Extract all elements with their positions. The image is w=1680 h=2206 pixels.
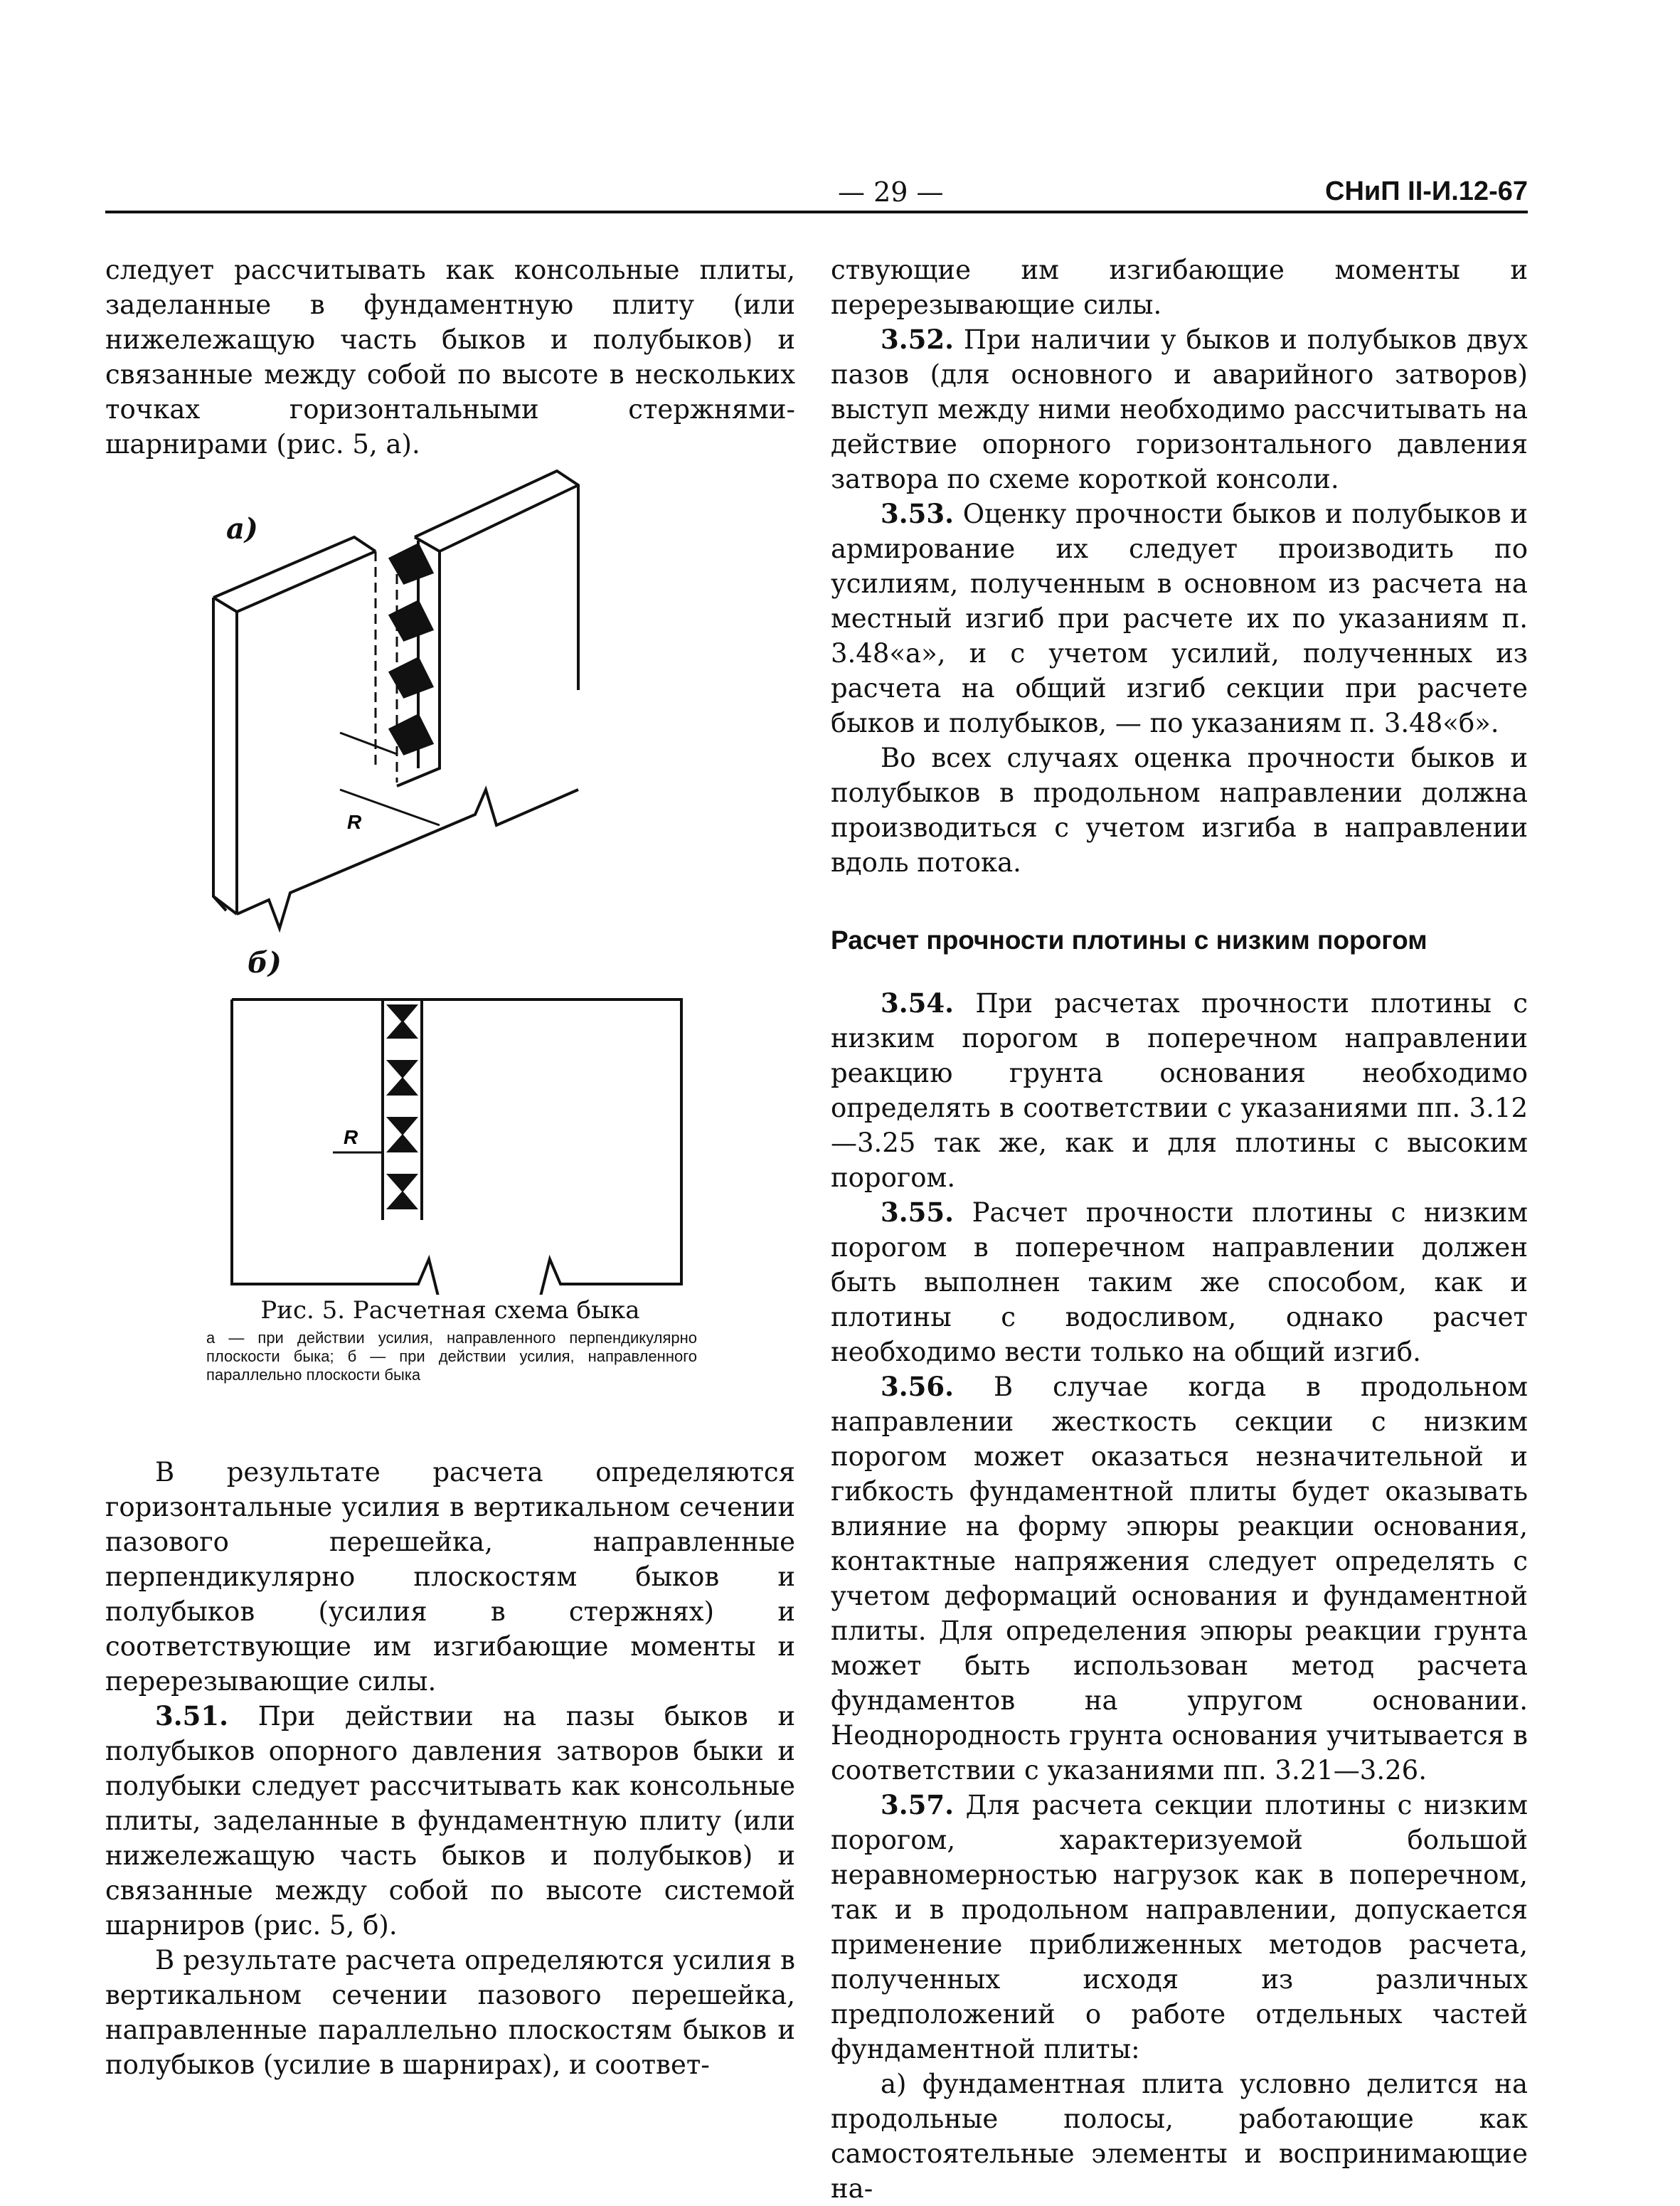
header-rule [105, 211, 1528, 213]
paragraph-3-53 [831, 497, 1528, 741]
figure-5a [105, 455, 795, 939]
paragraph: следует рассчитывать как консольные плиты, заделанные в фундаментную плиту (или нижележащую часть быков и полубыков) и связанные между собой по высоте в нескольких точках горизонтальными стержнями-шарнирами (рис. 5, а). [105, 255, 795, 460]
figure-caption-text: а — при действии усилия, направленного перпендикулярно плоскости быка; б — при действии усилия, направленного параллельно плоскости быка [206, 1329, 697, 1384]
paragraph: В результате расчета определяются усилия в вертикальном сечении пазового перешейка, направленные параллельно плоскостям быков и полубыков (усилие в шарнирах), и соответ- [105, 1945, 795, 2080]
page-number: — 29 — [838, 176, 944, 208]
clause-number: 3.56. [881, 1371, 954, 1402]
paragraph: ствующие им изгибающие моменты и перерезывающие силы. [831, 255, 1528, 320]
bull-pier-3d-diagram [105, 455, 795, 939]
right-column [831, 253, 1528, 2206]
paragraph: а) фундаментная плита условно делится на продольные полосы, работающие как самостоятельные элементы и воспринимающие на- [831, 2069, 1528, 2204]
figure-label-b: б) [248, 946, 282, 980]
clause-text: При расчетах прочности плотины с низким порогом в поперечном направлении реакцию грунта основания необходимо определять в соответствии с указаниями пп. 3.12—3.25 так же, как и для плотины с высоким порогом. [831, 988, 1529, 1193]
bull-pier-plan-diagram [105, 946, 795, 1295]
clause-number: 3.53. [881, 498, 954, 529]
clause-number: 3.57. [881, 1789, 954, 1820]
paragraph-3-57 [831, 1788, 1528, 2067]
clause-number: 3.54. [881, 987, 954, 1019]
paragraph-3-54 [831, 986, 1528, 1195]
left-column-top [105, 253, 795, 462]
force-label-r: R [347, 811, 362, 833]
figure-label-a: а) [226, 512, 258, 546]
paragraph-3-55 [831, 1195, 1528, 1369]
paragraph: Во всех случаях оценка прочности быков и полубыков в продольном направлении должна производиться с учетом изгиба в направлении вдоль потока. [831, 743, 1528, 878]
clause-text: При наличии у быков и полубыков двух пазов (для основного и аварийного затворов) выступ между ними необходимо рассчитывать на действие опорного горизонтального давления затвора по схеме короткой консоли. [831, 324, 1529, 494]
left-column-bottom [105, 1455, 795, 2082]
clause-number: 3.51. [155, 1700, 228, 1732]
clause-text: Расчет прочности плотины с низким порогом в поперечном направлении должен быть выполнен таким же способом, как и плотины с водосливом, однако расчет необходимо вести только на общий изгиб. [831, 1197, 1529, 1367]
force-label-r: R [344, 1126, 358, 1148]
paragraph: В результате расчета определяются горизонтальные усилия в вертикальном сечении пазового перешейка, направленные перпендикулярно плоскостям быков и полубыков (усилия в стержнях) и соответствующие им изгибающие моменты и перерезывающие силы. [105, 1457, 795, 1697]
paragraph-3-52 [831, 322, 1528, 497]
paragraph-3-56 [831, 1369, 1528, 1788]
clause-number: 3.52. [881, 324, 954, 355]
clause-text: При действии на пазы быков и полубыков опорного давления затворов быки и полубыки следует рассчитывать как консольные плиты, заделанные в фундаментную плиту (или нижележащую часть быков и полубыков) и связанные между собой по высоте системой шарниров (рис. 5, б). [105, 1701, 795, 1941]
clause-text: В случае когда в продольном направлении жесткость секции с низким порогом может оказаться незначительной и гибкость фундаментной плиты будет оказывать влияние на форму эпюры реакции основания, контактные напряжения следует определять с учетом деформаций основания и фундаментной плиты. Для определения эпюры реакции грунта может быть использован метод расчета фундаментов на упругом основании. Неоднородность грунта основания учитывается в соответствии с указаниями пп. 3.21—3.26. [831, 1372, 1528, 1786]
document-code: СНиП II-И.12-67 [1325, 176, 1528, 206]
paragraph-3-51 [105, 1699, 795, 1943]
section-heading: Расчет прочности плотины с низким порогом [831, 926, 1428, 955]
clause-text: Оценку прочности быков и полубыков и армирование их следует производить по усилиям, полученным в основном из расчета на местный изгиб при расчете их по указаниям п. 3.48«а», и с учетом усилий, полученных из расчета на общий изгиб секции при расчете быков и полубыков, — по указаниям п. 3.48«б». [831, 499, 1528, 738]
clause-number: 3.55. [881, 1197, 954, 1228]
clause-text: Для расчета секции плотины с низким порогом, характеризуемой большой неравномерностью нагрузок как в поперечном, так и в продольном направлении, допускается применение приближенных методов расчета, полученных исходя из различных предположений о работе отдельных частей фундаментной плиты: [831, 1790, 1529, 2064]
figure-5b [105, 946, 795, 1295]
figure-caption-title: Рис. 5. Расчетная схема быка [260, 1296, 640, 1325]
